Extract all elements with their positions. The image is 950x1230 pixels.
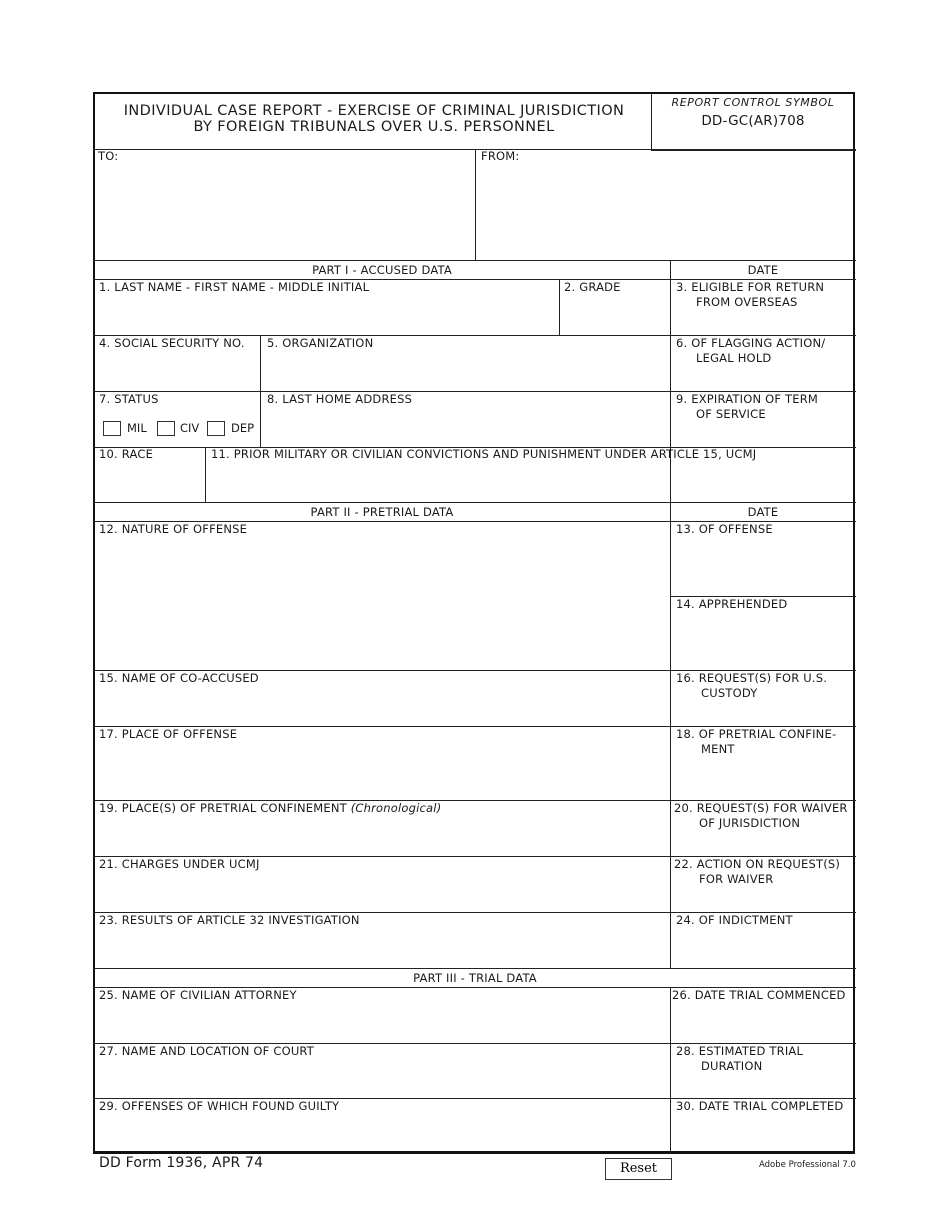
field28-label xyxy=(676,1044,803,1074)
field12-label: 12. NATURE OF OFFENSE xyxy=(99,522,248,536)
divider xyxy=(651,149,856,151)
field28-label-line2: DURATION xyxy=(701,1059,763,1073)
eligible-return-date-input[interactable] xyxy=(672,312,854,333)
reset-button[interactable]: Reset xyxy=(605,1158,672,1180)
co-accused-input[interactable] xyxy=(96,689,668,723)
field18-label-line1: 18. OF PRETRIAL CONFINE- xyxy=(676,727,837,741)
field18-label-line2: MENT xyxy=(701,742,735,756)
grade-input[interactable] xyxy=(561,298,668,332)
form-title-line1: INDIVIDUAL CASE REPORT - EXERCISE OF CRIMINAL JURISDICTION xyxy=(123,103,625,119)
field22-label xyxy=(674,857,840,887)
civilian-attorney-input[interactable] xyxy=(96,1006,668,1040)
part2-title: PART II - PRETRIAL DATA xyxy=(310,505,454,519)
divider xyxy=(559,279,560,335)
waiver-action-date-input[interactable] xyxy=(672,889,854,910)
field28-label-line1: 28. ESTIMATED TRIAL xyxy=(676,1044,804,1058)
apprehended-date-input[interactable] xyxy=(672,646,854,667)
field9-label-line1: 9. EXPIRATION OF TERM xyxy=(676,392,819,406)
name-input[interactable] xyxy=(96,298,556,332)
waiver-request-date-input[interactable] xyxy=(672,833,854,854)
field7-label: 7. STATUS xyxy=(99,392,159,406)
form-title-line2: BY FOREIGN TRIBUNALS OVER U.S. PERSONNEL xyxy=(193,119,555,135)
trial-completed-date-input[interactable] xyxy=(672,1130,854,1151)
field6-label xyxy=(676,336,825,366)
field26-label: 26. DATE TRIAL COMMENCED xyxy=(672,988,846,1002)
field14-label: 14. APPREHENDED xyxy=(676,597,788,611)
flagging-action-date-input[interactable] xyxy=(672,368,854,389)
field19-label xyxy=(99,801,441,816)
field20-label-line1: 20. REQUEST(S) FOR WAIVER xyxy=(674,801,848,815)
field21-label: 21. CHARGES UNDER UCMJ xyxy=(99,857,260,871)
field25-label: 25. NAME OF CIVILIAN ATTORNEY xyxy=(99,988,297,1002)
trial-commenced-date-input[interactable] xyxy=(672,1019,854,1040)
civ-checkbox[interactable] xyxy=(157,421,175,436)
field22-label-line1: 22. ACTION ON REQUEST(S) xyxy=(674,857,841,871)
field9-label-line2: OF SERVICE xyxy=(696,407,766,421)
field9-label xyxy=(676,392,818,422)
field11-label: 11. PRIOR MILITARY OR CIVILIAN CONVICTIONS AND PUNISHMENT UNDER ARTICLE 15, UCMJ xyxy=(211,447,757,461)
divider xyxy=(94,260,856,261)
dep-checkbox[interactable] xyxy=(207,421,225,436)
field3-label-line1: 3. ELIGIBLE FOR RETURN xyxy=(676,280,825,294)
field27-label: 27. NAME AND LOCATION OF COURT xyxy=(99,1044,315,1058)
court-input[interactable] xyxy=(96,1062,668,1096)
ucmj-charges-input[interactable] xyxy=(96,875,668,909)
dep-label: DEP xyxy=(231,421,255,435)
form-number: DD Form 1936, APR 74 xyxy=(99,1155,264,1171)
field6-label-line2: LEGAL HOLD xyxy=(696,351,772,365)
software-note: Adobe Professional 7.0 xyxy=(759,1160,856,1170)
field20-label-line2: OF JURISDICTION xyxy=(699,816,801,830)
field19-label-note: (Chronological) xyxy=(350,801,442,815)
field20-label xyxy=(674,801,848,831)
to-label: TO: xyxy=(98,149,119,163)
field16-label-line1: 16. REQUEST(S) FOR U.S. xyxy=(676,671,828,685)
field4-label: 4. SOCIAL SECURITY NO. xyxy=(99,336,245,350)
part1-date-header: DATE xyxy=(747,263,779,277)
home-address-input[interactable] xyxy=(262,409,668,445)
part1-title: PART I - ACCUSED DATA xyxy=(312,263,452,277)
field24-label: 24. OF INDICTMENT xyxy=(676,913,793,927)
divider xyxy=(670,987,671,1154)
place-of-offense-input[interactable] xyxy=(96,745,668,797)
field1-label: 1. LAST NAME - FIRST NAME - MIDDLE INITIAL xyxy=(99,280,370,294)
trial-duration-input[interactable] xyxy=(672,1076,854,1097)
custody-request-date-input[interactable] xyxy=(672,703,854,724)
term-expiration-date-input[interactable] xyxy=(672,424,854,445)
field23-label: 23. RESULTS OF ARTICLE 32 INVESTIGATION xyxy=(99,913,360,927)
nature-of-offense-input[interactable] xyxy=(96,540,668,668)
field30-label: 30. DATE TRIAL COMPLETED xyxy=(676,1099,844,1113)
field2-label: 2. GRADE xyxy=(564,280,621,294)
field5-label: 5. ORGANIZATION xyxy=(267,336,374,350)
divider xyxy=(94,968,856,969)
field19-label-text: 19. PLACE(S) OF PRETRIAL CONFINEMENT xyxy=(99,801,351,815)
divider xyxy=(94,149,652,150)
report-control-symbol-value: DD-GC(AR)708 xyxy=(701,113,805,129)
mil-label: MIL xyxy=(127,421,147,435)
offense-date-input[interactable] xyxy=(672,572,854,593)
article32-results-input[interactable] xyxy=(96,931,668,966)
divider xyxy=(94,502,856,503)
field6-label-line1: 6. OF FLAGGING ACTION/ xyxy=(676,336,826,350)
field15-label: 15. NAME OF CO-ACCUSED xyxy=(99,671,259,685)
divider xyxy=(475,149,476,260)
field18-label xyxy=(676,727,836,757)
report-control-symbol-label: REPORT CONTROL SYMBOL xyxy=(671,96,835,109)
field29-label: 29. OFFENSES OF WHICH FOUND GUILTY xyxy=(99,1099,340,1113)
part2-date-header: DATE xyxy=(747,505,779,519)
places-of-confinement-input[interactable] xyxy=(96,819,668,853)
form-title xyxy=(96,103,652,135)
field8-label: 8. LAST HOME ADDRESS xyxy=(267,392,413,406)
pretrial-confinement-date-input[interactable] xyxy=(672,776,854,797)
offenses-guilty-input[interactable] xyxy=(96,1117,668,1151)
organization-input[interactable] xyxy=(262,354,668,388)
race-input[interactable] xyxy=(96,465,203,499)
field16-label-line2: CUSTODY xyxy=(701,686,758,700)
civ-label: CIV xyxy=(180,421,200,435)
field13-label: 13. OF OFFENSE xyxy=(676,522,773,536)
prior-convictions-input[interactable] xyxy=(207,465,854,499)
field3-label xyxy=(676,280,824,310)
ssn-input[interactable] xyxy=(96,354,258,388)
field17-label: 17. PLACE OF OFFENSE xyxy=(99,727,238,741)
mil-checkbox[interactable] xyxy=(103,421,121,436)
to-field[interactable] xyxy=(96,166,473,258)
from-field[interactable] xyxy=(478,166,854,258)
field3-label-line2: FROM OVERSEAS xyxy=(696,295,798,309)
field16-label xyxy=(676,671,827,701)
from-label: FROM: xyxy=(481,149,520,163)
divider xyxy=(670,260,671,969)
indictment-date-input[interactable] xyxy=(672,944,854,965)
field10-label: 10. RACE xyxy=(99,447,154,461)
part3-title: PART III - TRIAL DATA xyxy=(413,971,537,985)
divider xyxy=(205,447,206,502)
field22-label-line2: FOR WAIVER xyxy=(699,872,774,886)
